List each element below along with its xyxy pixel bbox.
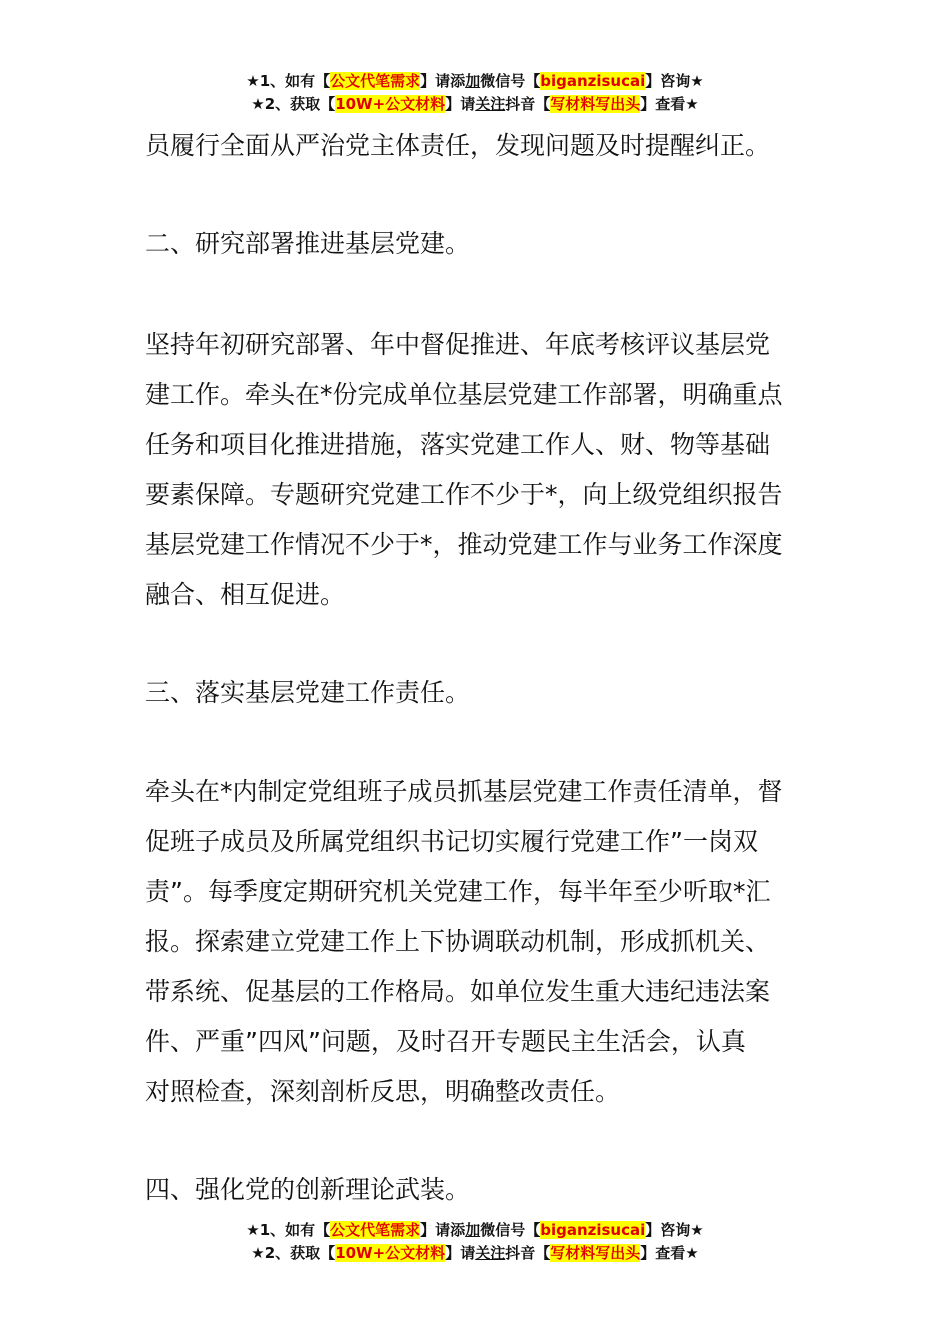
banner-text: 微信号【 <box>480 72 541 90</box>
banner-text: 】查看★ <box>640 95 699 113</box>
paragraph-line: 任务和项目化推进措施，落实党建工作人、财、物等基础 <box>145 430 771 459</box>
banner-text: ★2、获取【 <box>251 1244 336 1262</box>
paragraph-line: 报。探索建立党建工作上下协调联动机制，形成抓机关、 <box>145 927 771 956</box>
banner-line-1 <box>0 1219 950 1242</box>
underlined-text: 加 <box>465 1221 481 1239</box>
paragraph-line: 坚持年初研究部署、年中督促推进、年底考核评议基层党 <box>145 330 771 359</box>
banner-text: 】查看★ <box>640 1244 699 1262</box>
banner-text: ★2、获取【 <box>251 95 336 113</box>
douyin-account: 写材料写出头 <box>550 95 641 113</box>
para-3 <box>145 767 807 1117</box>
para-2 <box>145 320 807 620</box>
paragraph-line: 对照检查，深刻剖析反思，明确整改责任。 <box>145 1077 621 1106</box>
wechat-id: biganzisucai <box>540 1221 646 1239</box>
heading-4 <box>145 1165 807 1215</box>
banner-text: 】请 <box>445 1244 476 1262</box>
banner-line-2 <box>0 1242 950 1265</box>
section-heading: 二、研究部署推进基层党建。 <box>145 229 471 258</box>
paragraph-line: 件、严重”四风”问题，及时召开专题民主生活会，认真 <box>145 1027 746 1056</box>
underlined-text: 关注 <box>475 1244 506 1262</box>
header-banner <box>0 70 950 116</box>
underlined-text: 加 <box>465 72 481 90</box>
highlight-text: 10W+公文材料 <box>335 1244 446 1262</box>
highlight-text: 公文代笔需求 <box>330 72 421 90</box>
banner-text: 】咨询★ <box>645 72 704 90</box>
banner-text: 微信号【 <box>480 1221 541 1239</box>
paragraph-line: 牵头在*内制定党组班子成员抓基层党建工作责任清单，督 <box>145 777 783 806</box>
paragraph-line: 建工作。牵头在*份完成单位基层党建工作部署，明确重点 <box>145 380 783 409</box>
underlined-text: 关注 <box>475 95 506 113</box>
paragraph-line: 责”。每季度定期研究机关党建工作，每半年至少听取*汇 <box>145 877 771 906</box>
paragraph-line: 基层党建工作情况不少于*，推动党建工作与业务工作深度 <box>145 530 783 559</box>
banner-line-2 <box>0 93 950 116</box>
wechat-id: biganzisucai <box>540 72 646 90</box>
banner-text: 】咨询★ <box>645 1221 704 1239</box>
banner-text: 】请 <box>445 95 476 113</box>
heading-2 <box>145 219 807 269</box>
highlight-text: 公文代笔需求 <box>330 1221 421 1239</box>
douyin-account: 写材料写出头 <box>550 1244 641 1262</box>
banner-text: ★1、如有【 <box>246 1221 331 1239</box>
banner-text: 抖音【 <box>505 1244 551 1262</box>
paragraph-line: 带系统、促基层的工作格局。如单位发生重大违纪违法案 <box>145 977 771 1006</box>
banner-line-1 <box>0 70 950 93</box>
paragraph-line: 促班子成员及所属党组织书记切实履行党建工作”一岗双 <box>145 827 758 856</box>
banner-text: 抖音【 <box>505 95 551 113</box>
heading-3 <box>145 668 807 718</box>
para-1 <box>145 121 807 171</box>
paragraph-line: 融合、相互促进。 <box>145 580 346 609</box>
banner-text: 】请添 <box>420 72 466 90</box>
highlight-text: 10W+公文材料 <box>335 95 446 113</box>
footer-banner <box>0 1219 950 1265</box>
paragraph-line: 要素保障。专题研究党建工作不少于*，向上级党组织报告 <box>145 480 783 509</box>
banner-text: ★1、如有【 <box>246 72 331 90</box>
section-heading: 三、落实基层党建工作责任。 <box>145 678 471 707</box>
banner-text: 】请添 <box>420 1221 466 1239</box>
section-heading: 四、强化党的创新理论武装。 <box>145 1175 471 1204</box>
paragraph-text: 员履行全面从严治党主体责任，发现问题及时提醒纠正。 <box>145 131 771 160</box>
